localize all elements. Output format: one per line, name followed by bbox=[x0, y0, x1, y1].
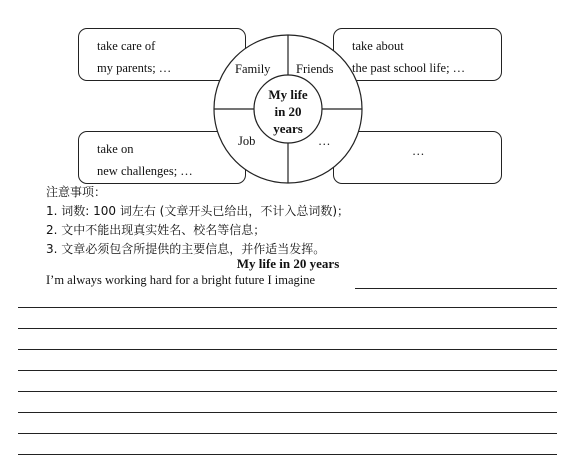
writing-line[interactable] bbox=[18, 349, 557, 350]
center-line-1: My life bbox=[268, 87, 308, 102]
center-line-2: in 20 bbox=[274, 104, 302, 119]
center-line-3: years bbox=[273, 121, 303, 136]
box-bottom-right-line-1: … bbox=[412, 144, 425, 158]
writing-line[interactable] bbox=[18, 307, 557, 308]
box-top-left-line-1: take care of bbox=[97, 39, 156, 53]
mindmap-center-title bbox=[258, 86, 318, 137]
segment-family: Family bbox=[235, 62, 271, 76]
box-top-left-line-2: my parents; … bbox=[97, 61, 172, 75]
segment-other: … bbox=[318, 134, 331, 148]
essay-title: My life in 20 years bbox=[236, 256, 340, 271]
box-bottom-left-line-2: new challenges; … bbox=[97, 164, 193, 178]
note-item-1: 1. 词数: 100 词左右 (文章开头已给出，不计入总词数)； bbox=[46, 204, 350, 218]
writing-line[interactable] bbox=[18, 454, 557, 455]
writing-line[interactable] bbox=[18, 370, 557, 371]
box-top-right-line-2: the past school life; … bbox=[352, 61, 466, 75]
essay-opening: I’m always working hard for a bright future I imagine bbox=[46, 273, 316, 287]
notes-heading: 注意事项： bbox=[46, 185, 107, 199]
note-item-2: 2. 文中不能出现真实姓名、校名等信息； bbox=[46, 223, 266, 237]
segment-friends: Friends bbox=[296, 62, 334, 76]
writing-line[interactable] bbox=[18, 433, 557, 434]
segment-job: Job bbox=[238, 134, 256, 148]
notes-section bbox=[46, 183, 349, 259]
box-bottom-left-line-1: take on bbox=[97, 142, 134, 156]
writing-line[interactable] bbox=[18, 391, 557, 392]
writing-line[interactable] bbox=[18, 412, 557, 413]
box-top-right-line-1: take about bbox=[352, 39, 404, 53]
writing-line-first[interactable] bbox=[355, 288, 557, 289]
note-item-3: 3. 文章必须包含所提供的主要信息，并作适当发挥。 bbox=[46, 242, 326, 256]
writing-line[interactable] bbox=[18, 328, 557, 329]
